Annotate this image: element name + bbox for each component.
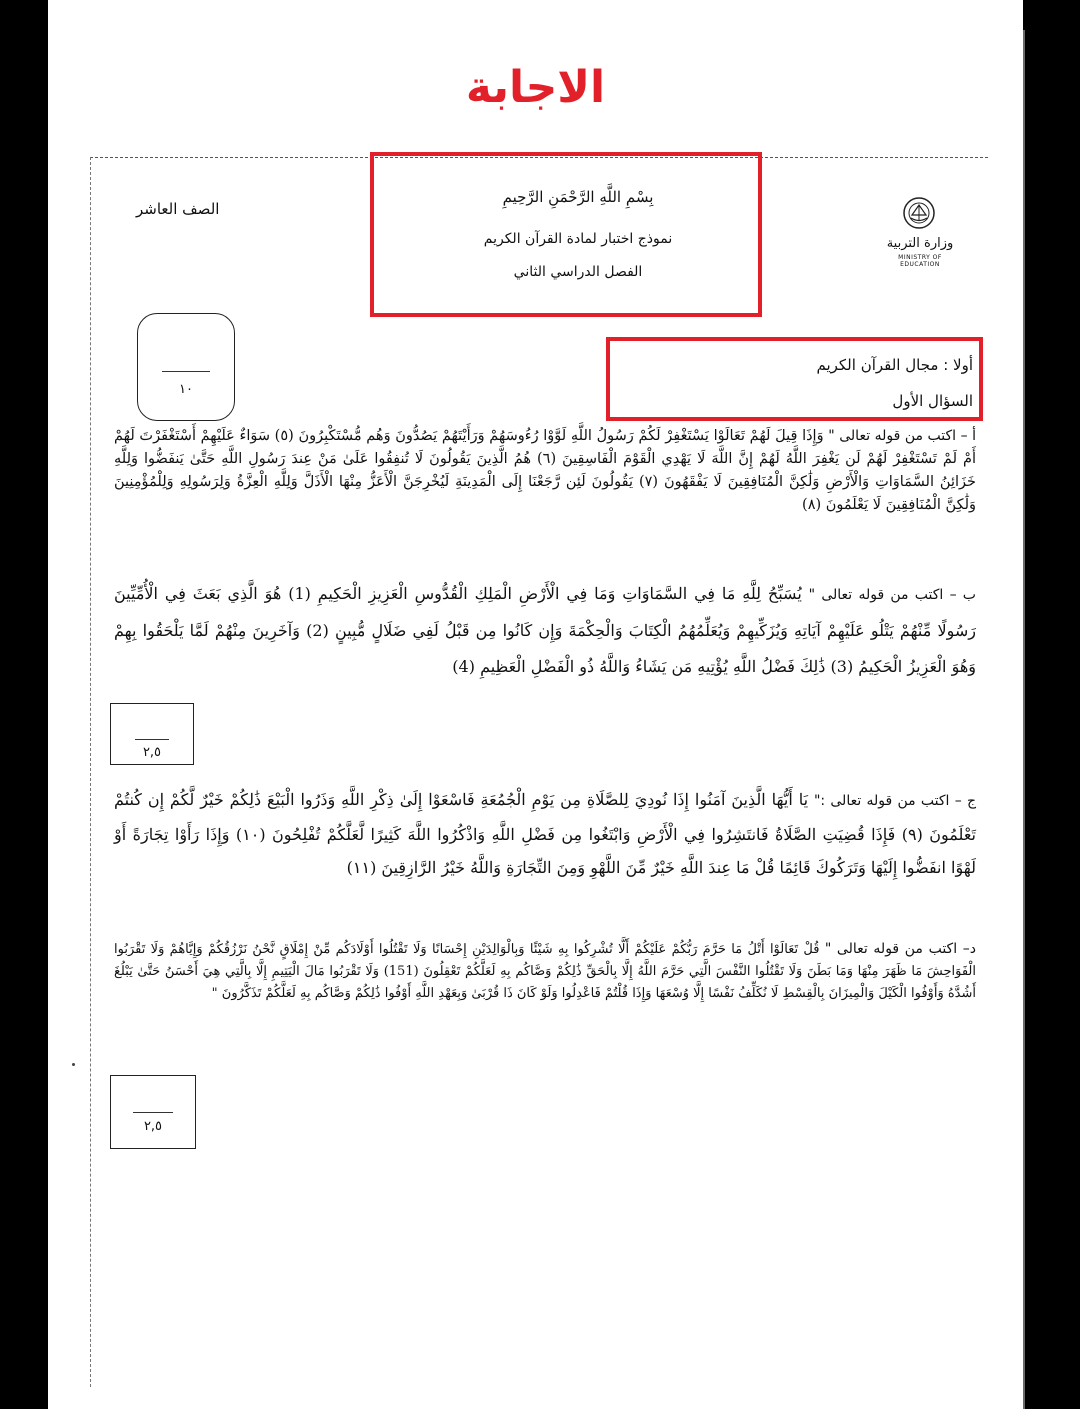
question-d bbox=[114, 938, 976, 1005]
section-title: أولا : مجال القرآن الكريم bbox=[816, 356, 973, 374]
question-a bbox=[114, 425, 976, 517]
score-line bbox=[135, 739, 169, 740]
question-d-verse: قُلْ تَعَالَوْا أَتْلُ مَا حَرَّمَ رَبُّكُمْ عَلَيْكُمْ أَلَّا تُشْرِكُوا بِهِ شَيْئًا وَبِالْوَالِدَيْنِ إِحْسَانًا وَلَا تَقْتُلُوا أَوْلَادَكُم مِّنْ إِمْلَاقٍ نَّحْنُ نَرْزُقُكُمْ وَإِيَّاهُمْ وَلَا تَقْرَبُوا الْفَوَاحِشَ مَا ظَهَرَ مِنْهَا وَمَا بَطَنَ وَلَا تَقْتُلُوا النَّفْسَ الَّتِي حَرَّمَ اللَّهُ إِلَّا بِالْحَقِّ ذَٰلِكُمْ وَصَّاكُم بِهِ لَعَلَّكُمْ تَعْقِلُونَ (151) وَلَا تَقْرَبُوا مَالَ الْيَتِيمِ إِلَّا بِالَّتِي هِيَ أَحْسَنُ حَتَّىٰ يَبْلُغَ أَشُدَّهُ وَأَوْفُوا الْكَيْلَ وَالْمِيزَانَ بِالْقِسْطِ لَا نُكَلِّفُ نَفْسًا إِلَّا وُسْعَهَا وَإِذَا قُلْتُمْ فَاعْدِلُوا وَلَوْ كَانَ ذَا قُرْبَىٰ وَبِعَهْدِ اللَّهِ أَوْفُوا ذَٰلِكُمْ وَصَّاكُم بِهِ لَعَلَّكُمْ تَذَكَّرُونَ " bbox=[114, 942, 976, 1001]
question-a-lead: أ – اكتب من قوله تعالى " bbox=[828, 428, 976, 444]
margin-dot bbox=[72, 1063, 75, 1066]
page-border-left bbox=[90, 157, 91, 1387]
question-d-lead: د– اكتب من قوله تعالى " bbox=[824, 941, 976, 957]
ministry-name-en: MINISTRY OF EDUCATION bbox=[898, 254, 942, 268]
question-b-score-box bbox=[110, 703, 194, 765]
question-label: السؤال الأول bbox=[892, 392, 973, 410]
score-line bbox=[162, 371, 210, 372]
answer-title: الاجابة bbox=[465, 62, 606, 113]
page-edge-line bbox=[1023, 30, 1025, 1409]
semester-label: الفصل الدراسي الثاني bbox=[513, 264, 643, 280]
question-b-verse: يُسَبِّحُ لِلَّهِ مَا فِي السَّمَاوَاتِ وَمَا فِي الْأَرْضِ الْمَلِكِ الْقُدُّوسِ الْعَزِيزِ الْحَكِيمِ (1) هُوَ الَّذِي بَعَثَ فِي الْأُمِّيِّينَ رَسُولًا مِّنْهُمْ يَتْلُو عَلَيْهِمْ آيَاتِهِ وَيُزَكِّيهِمْ وَيُعَلِّمُهُمُ الْكِتَابَ وَالْحِكْمَةَ وَإِن كَانُوا مِن قَبْلُ لَفِي ضَلَالٍ مُّبِينٍ (2) وَآخَرِينَ مِنْهُمْ لَمَّا يَلْحَقُوا بِهِمْ وَهُوَ الْعَزِيزُ الْحَكِيمُ (3) ذَٰلِكَ فَضْلُ اللَّهِ يُؤْتِيهِ مَن يَشَاءُ وَاللَّهُ ذُو الْفَضْلِ الْعَظِيمِ (4) bbox=[114, 584, 977, 676]
emblem-icon bbox=[902, 196, 936, 230]
question-b-lead: ب – اكتب من قوله تعالى " bbox=[808, 587, 976, 603]
grade-label: الصف العاشر bbox=[136, 200, 220, 218]
question-d-score-box bbox=[110, 1075, 196, 1149]
ministry-name: وزارة التربية bbox=[886, 236, 954, 251]
exam-title: نموذج اختبار لمادة القرآن الكريم bbox=[483, 231, 673, 247]
question-d-score-value: ٢,٥ bbox=[143, 1119, 163, 1134]
total-score-box bbox=[137, 313, 235, 421]
total-score-value: ١٠ bbox=[179, 382, 193, 397]
question-c bbox=[114, 783, 976, 884]
question-c-verse: يَا أَيُّهَا الَّذِينَ آمَنُوا إِذَا نُودِيَ لِلصَّلَاةِ مِن يَوْمِ الْجُمُعَةِ فَاسْعَوْا إِلَىٰ ذِكْرِ اللَّهِ وَذَرُوا الْبَيْعَ ذَٰلِكُمْ خَيْرٌ لَّكُمْ إِن كُنتُمْ تَعْلَمُونَ (٩) فَإِذَا قُضِيَتِ الصَّلَاةُ فَانتَشِرُوا فِي الْأَرْضِ وَابْتَغُوا مِن فَضْلِ اللَّهِ وَاذْكُرُوا اللَّهَ كَثِيرًا لَّعَلَّكُمْ تُفْلِحُونَ (١٠) وَإِذَا رَأَوْا تِجَارَةً أَوْ لَهْوًا انفَضُّوا إِلَيْهَا وَتَرَكُوكَ قَائِمًا قُلْ مَا عِندَ اللَّهِ خَيْرٌ مِّنَ اللَّهْوِ وَمِنَ التِّجَارَةِ وَاللَّهُ خَيْرُ الرَّازِقِينَ (١١) bbox=[114, 790, 977, 877]
question-a-verse: وَإِذَا قِيلَ لَهُمْ تَعَالَوْا يَسْتَغْفِرْ لَكُمْ رَسُولُ اللَّهِ لَوَّوْا رُءُوسَهُمْ وَرَأَيْتَهُمْ يَصُدُّونَ وَهُم مُّسْتَكْبِرُونَ (٥) سَوَاءٌ عَلَيْهِمْ أَسْتَغْفَرْتَ لَهُمْ أَمْ لَمْ تَسْتَغْفِرْ لَهُمْ لَن يَغْفِرَ اللَّهُ لَهُمْ إِنَّ اللَّهَ لَا يَهْدِي الْقَوْمَ الْفَاسِقِينَ (٦) هُمُ الَّذِينَ يَقُولُونَ لَا تُنفِقُوا عَلَىٰ مَنْ عِندَ رَسُولِ اللَّهِ حَتَّىٰ يَنفَضُّوا وَلِلَّهِ خَزَائِنُ السَّمَاوَاتِ وَالْأَرْضِ وَلَٰكِنَّ الْمُنَافِقِينَ لَا يَفْقَهُونَ (٧) يَقُولُونَ لَئِن رَّجَعْنَا إِلَى الْمَدِينَةِ لَيُخْرِجَنَّ الْأَعَزُّ مِنْهَا الْأَذَلَّ وَلِلَّهِ الْعِزَّةُ وَلِرَسُولِهِ وَلِلْمُؤْمِنِينَ وَلَٰكِنَّ الْمُنَافِقِينَ لَا يَعْلَمُونَ (٨) bbox=[114, 428, 976, 513]
bismillah: بِسْمِ اللَّهِ الرَّحْمَنِ الرَّحِيمِ bbox=[502, 188, 654, 206]
exam-page bbox=[48, 0, 1023, 1409]
ministry-logo bbox=[874, 196, 966, 266]
question-c-lead: ج – اكتب من قوله تعالى :" bbox=[813, 793, 977, 809]
question-b-score-value: ٢,٥ bbox=[142, 745, 162, 760]
score-line bbox=[133, 1112, 173, 1113]
question-b bbox=[114, 576, 976, 685]
